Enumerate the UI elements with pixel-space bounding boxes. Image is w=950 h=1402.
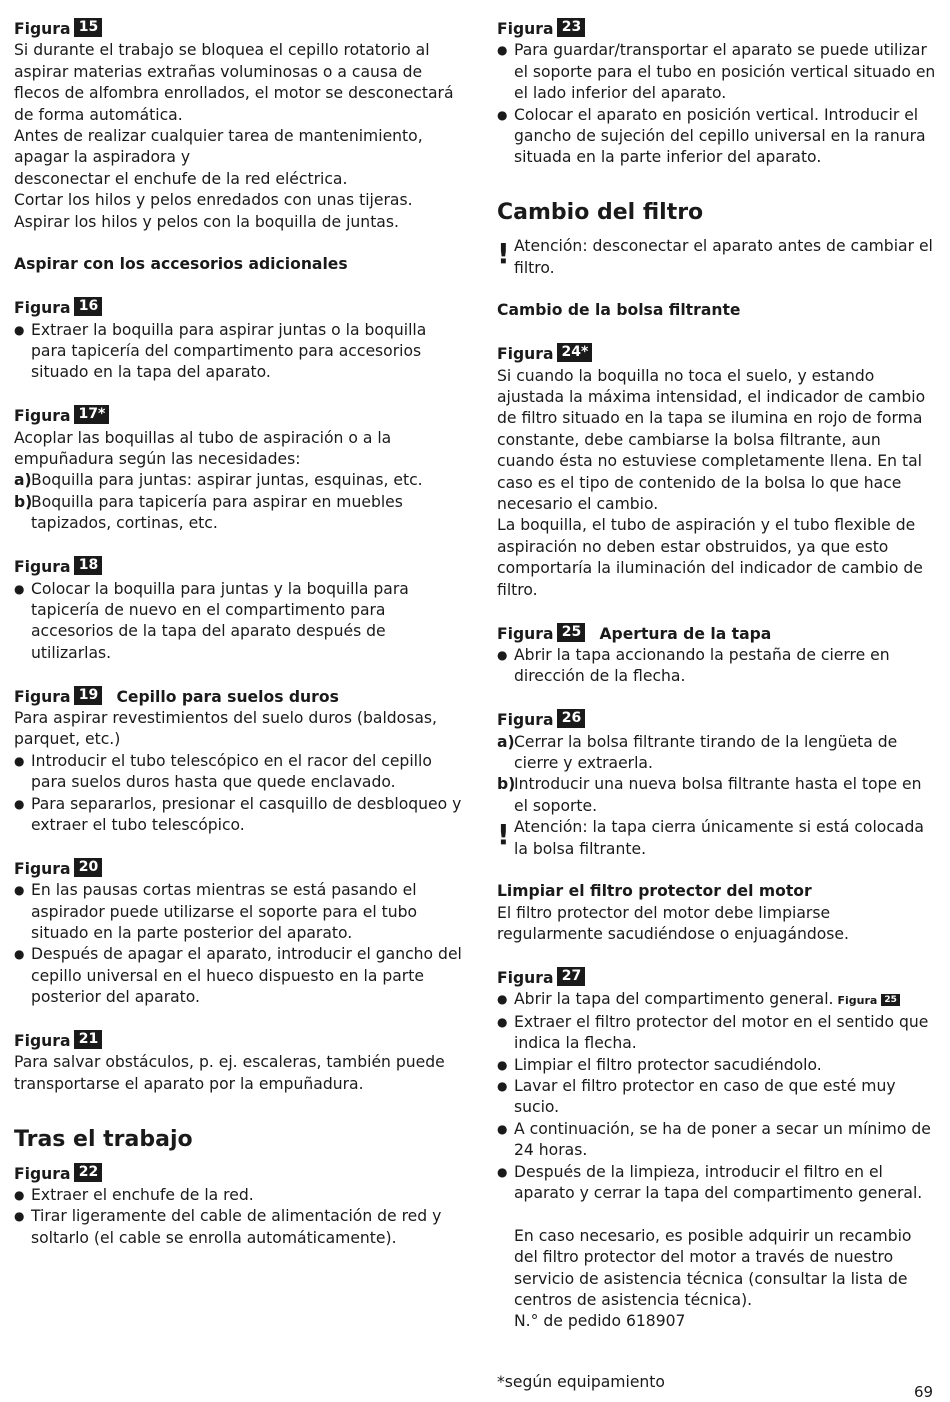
right-column [497, 18, 937, 1333]
list-item: ● Colocar el aparato en posición vertical. Introducir el gancho de sujeción del cepillo universal en la ranura situada en la parte inferior del aparato. [497, 105, 937, 169]
list-item [14, 492, 466, 535]
figure-reference-badge: 25 [881, 994, 900, 1006]
paragraph: Para aspirar revestimientos del suelo duros (baldosas, parquet, etc.) [14, 708, 437, 749]
figure-title: Apertura de la tapa [599, 624, 772, 643]
list-item: ● Para separarlos, presionar el casquillo de desbloqueo y extraer el tubo telescópico. [14, 794, 466, 837]
item-text: Boquilla para juntas: aspirar juntas, esquinas, etc. [31, 471, 423, 490]
order-number: N.° de pedido 618907 [514, 1312, 686, 1331]
warning-text: Atención: la tapa cierra únicamente si está colocada la bolsa filtrante. [514, 818, 924, 858]
figure-24-heading [497, 343, 937, 365]
section-subheading: Aspirar con los accesorios adicionales [14, 255, 348, 274]
warning-note [497, 817, 937, 860]
figure-label: Figura [14, 1164, 71, 1183]
warning-note [497, 236, 937, 279]
item-letter: b) [14, 492, 33, 511]
item-text: Introducir una nueva bolsa filtrante hasta el tope en el soporte. [514, 775, 922, 815]
figure-label: Figura [14, 558, 71, 577]
figure-label: Figura [14, 20, 71, 38]
item-text: Boquilla para tapicería para aspirar en muebles tapizados, cortinas, etc. [31, 492, 403, 533]
left-column [14, 18, 466, 1249]
figure-18-heading [14, 556, 466, 578]
bullet-list [14, 1185, 466, 1249]
list-item: ● Extraer el filtro protector del motor en el sentido que indica la flecha. [497, 1012, 937, 1055]
paragraph: desconectar el enchufe de la red eléctrica. [14, 169, 348, 188]
list-item: ● Después de apagar el aparato, introducir el gancho del cepillo universal en el hueco dispuesto en la parte posterior del aparato. [14, 944, 466, 1008]
section-subheading: Cambio de la bolsa filtrante [497, 301, 741, 320]
list-item: ● Lavar el filtro protector en caso de que esté muy sucio. [497, 1076, 937, 1119]
list-item: ● Extraer el enchufe de la red. [14, 1185, 466, 1206]
figure-19-heading [14, 686, 466, 708]
bullet-list [497, 40, 937, 168]
figure-23-heading [497, 18, 937, 40]
paragraph: La boquilla, el tubo de aspiración y el tubo flexible de aspiración no deben estar obstruidos, ya que esto comportaría la iluminación del indicador de cambio de filtro. [497, 516, 923, 599]
paragraph: Aspirar los hilos y pelos con la boquilla de juntas. [14, 212, 399, 231]
figure-number-badge: 19 [74, 686, 102, 705]
item-letter: b) [497, 775, 516, 794]
bullet-list [14, 320, 466, 384]
figure-label: Figura [14, 687, 71, 706]
figure-number-badge: 17* [74, 405, 109, 424]
paragraph: Para salvar obstáculos, p. ej. escaleras, también puede transportarse el aparato por la empuñadura. [14, 1053, 445, 1093]
warning-text: Atención: desconectar el aparato antes de cambiar el filtro. [514, 237, 933, 277]
item-letter: a) [497, 732, 515, 751]
list-item [497, 989, 937, 1011]
figure-label: Figura [497, 345, 554, 364]
item-letter: a) [14, 471, 32, 490]
figure-number-badge: 27 [557, 967, 585, 986]
figure-number-badge: 20 [74, 858, 102, 877]
figure-number-badge: 26 [557, 709, 585, 728]
figure-27-heading [497, 967, 937, 989]
footnote: *según equipamiento [497, 1373, 665, 1391]
figure-20-heading [14, 858, 466, 880]
bullet-list [14, 751, 466, 837]
list-item: ● Después de la limpieza, introducir el filtro en el aparato y cerrar la tapa del compartimento general. [497, 1162, 937, 1205]
exclamation-icon: ! [497, 818, 510, 852]
list-item: ● Extraer la boquilla para aspirar juntas o la boquilla para tapicería del compartimento para accesorios situado en la tapa del aparato. [14, 320, 466, 384]
paragraph: Antes de realizar cualquier tarea de mantenimiento, apagar la aspiradora y [14, 127, 423, 167]
section-heading: Cambio del filtro [497, 200, 704, 226]
paragraph: Si cuando la boquilla no toca el suelo, y estando ajustada la máxima intensidad, el indicador de cambio de filtro situado en la tapa se ilumina en rojo de forma constante, debe cambiarse la bolsa filtrante, aun cuando ésta no estuviese completamente llena. En tal caso es el tipo de contenido de la bolsa lo que hace necesario el cambio. [497, 366, 926, 514]
figure-21-heading [14, 1030, 466, 1052]
list-item: ● Tirar ligeramente del cable de alimentación de red y soltarlo (el cable se enrolla automáticamente). [14, 1206, 466, 1249]
list-item: ● Introducir el tubo telescópico en el racor del cepillo para suelos duros hasta que quede enclavado. [14, 751, 466, 794]
list-item: ● Colocar la boquilla para juntas y la boquilla para tapicería de nuevo en el compartimento para accesorios de la tapa del aparato después de utilizarlas. [14, 579, 466, 665]
paragraph: El filtro protector del motor debe limpiarse regularmente sacudiéndose o enjuagándose. [497, 903, 849, 944]
list-item: ● Abrir la tapa accionando la pestaña de cierre en dirección de la flecha. [497, 645, 937, 688]
figure-26-heading [497, 709, 937, 731]
page-number: 69 [914, 1383, 934, 1401]
figure-number-badge: 23 [557, 18, 585, 37]
figure-number-badge: 18 [74, 556, 102, 575]
figure-label: Figura [14, 859, 71, 878]
item-text: Abrir la tapa del compartimento general. [514, 990, 834, 1009]
figure-label: Figura [497, 20, 554, 38]
bullet-list [497, 989, 937, 1204]
paragraph: Acoplar las boquillas al tubo de aspiración o a la empuñadura según las necesidades: [14, 428, 392, 469]
paragraph: En caso necesario, es posible adquirir un recambio del filtro protector del motor a través de nuestro servicio de asistencia técnica (consultar la lista de centros de asistencia técnica). [514, 1226, 912, 1310]
list-item: ● En las pausas cortas mientras se está pasando el aspirador puede utilizarse el soporte para el tubo situado en la parte posterior del aparato. [14, 880, 466, 944]
figure-label: Figura [14, 299, 71, 318]
section-subheading: Limpiar el filtro protector del motor [497, 882, 812, 901]
list-item: ● A continuación, se ha de poner a secar un mínimo de 24 horas. [497, 1119, 937, 1162]
section-heading: Tras el trabajo [14, 1126, 193, 1152]
bullet-list [497, 645, 937, 688]
figure-label: Figura [497, 968, 554, 987]
figure-label: Figura [14, 407, 71, 426]
figure-label: Figura [14, 1031, 71, 1050]
figure-16-heading [14, 297, 466, 319]
figure-label: Figura [497, 624, 554, 643]
figure-22-heading [14, 1163, 466, 1185]
figure-number-badge: 21 [74, 1030, 102, 1049]
figure-label: Figura [497, 711, 554, 730]
paragraph: Cortar los hilos y pelos enredados con unas tijeras. [14, 191, 413, 210]
figure-17-heading [14, 405, 466, 427]
bullet-list [14, 579, 466, 665]
figure-number-badge: 15 [74, 18, 102, 37]
list-item: ● Para guardar/transportar el aparato se puede utilizar el soporte para el tubo en posición vertical situado en el lado inferior del aparato. [497, 40, 937, 104]
list-item: ● Limpiar el filtro protector sacudiéndolo. [497, 1055, 937, 1076]
figure-25-heading [497, 623, 937, 645]
figure-number-badge: 24* [557, 343, 592, 362]
figure-15-heading [14, 18, 466, 40]
paragraph: Si durante el trabajo se bloquea el cepillo rotatorio al aspirar materias extrañas voluminosas o a causa de flecos de alfombra enrollados, el motor se desconectará de forma automática. [14, 41, 454, 124]
bullet-list [14, 880, 466, 1008]
lettered-list [14, 470, 466, 534]
figure-title: Cepillo para suelos duros [116, 687, 339, 706]
list-item [497, 774, 937, 817]
list-item [497, 732, 937, 775]
list-item [14, 470, 466, 491]
figure-number-badge: 16 [74, 297, 102, 316]
figure-number-badge: 25 [557, 623, 585, 642]
figure-reference-label: Figura [837, 994, 878, 1008]
lettered-list [497, 732, 937, 818]
item-text: Cerrar la bolsa filtrante tirando de la lengüeta de cierre y extraerla. [514, 732, 898, 772]
figure-number-badge: 22 [74, 1163, 102, 1182]
exclamation-icon: ! [497, 237, 510, 271]
